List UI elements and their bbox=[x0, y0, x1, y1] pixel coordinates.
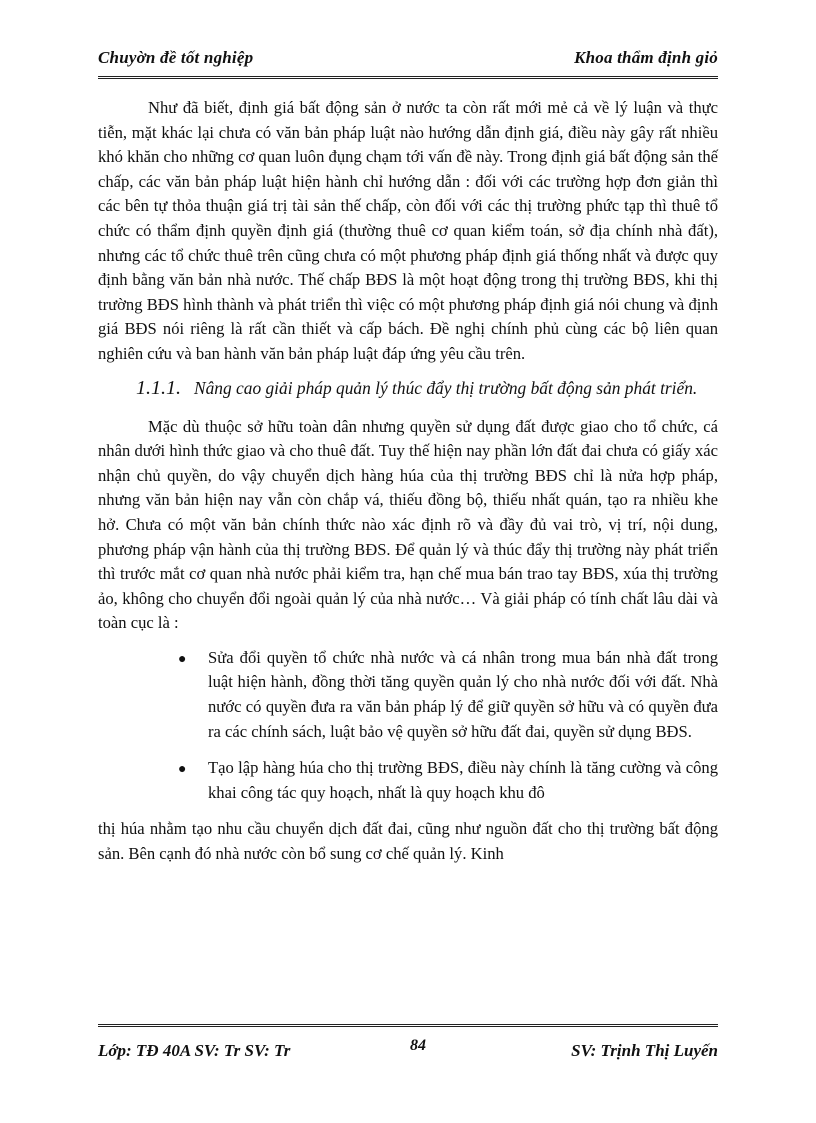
bullet-text-1: Sửa đổi quyền tổ chức nhà nước và cá nhân trong mua bán nhà đất trong luật hiện hành, đồng thời tăng quyền quản lý cho nhà nước đối với đất. Nhà nước có quyền đưa ra văn bản pháp lý để giữ quyền sở hữu và có quyền đưa ra các chính sách, luật bảo vệ quyền sở hữu đất đai, quyền sử dụng BĐS. bbox=[208, 647, 718, 741]
paragraph-main: Mặc dù thuộc sở hữu toàn dân nhưng quyền sử dụng đất được giao cho tổ chức, cá nhân dưới hình thức giao và cho thuê đất. Tuy thế hiện nay phần lớn đất đai chưa có giấy xác nhận chủ quyền, do vậy chuyển dịch hàng húa của thị trường BĐS chỉ là nửa hợp pháp, nhưng văn bản hiện nay vẫn còn chắp vá, thiếu đồng bộ, thiếu nhất quán, tạo ra nhiều khe hở. Chưa có một văn bản chính thức nào xác định rõ và đầy đủ vai trò, vị trí, nội dung, phương pháp vận hành của thị trường BĐS. Để quản lý và thúc đẩy thị trường này phát triển thì trước mắt cơ quan nhà nước phải kiểm tra, hạn chế mua bán trao tay BĐS, xúa thị trường ảo, không cho chuyển đổi ngoài quản lý của nhà nước… Và giải pháp có tính chất lâu dài và toàn cục là : bbox=[98, 416, 718, 633]
page-number: 84 bbox=[410, 1037, 426, 1054]
section-number: 1.1.1. bbox=[136, 376, 181, 399]
page-body bbox=[98, 96, 718, 867]
bullet-icon: ● bbox=[178, 762, 187, 778]
bullet-icon: ● bbox=[178, 651, 187, 667]
header-title-left: Chuyờn đề tốt nghiệp bbox=[98, 48, 254, 67]
paragraph-continuation: thị húa nhằm tạo nhu cầu chuyển dịch đất đai, cũng như nguồn đất cho thị trường bất động sản. Bên cạnh đó nhà nước còn bổ sung cơ chế quản lý. Kinh bbox=[98, 819, 718, 864]
section-title: Nâng cao giải pháp quản lý thúc đẩy thị trường bất động sản phát triển. bbox=[194, 377, 698, 398]
footer-author: SV: Trịnh Thị Luyến bbox=[571, 1041, 718, 1060]
paragraph-intro: Như đã biết, định giá bất động sản ở nước ta còn rất mới mẻ cả về lý luận và thực tiễn, mặt khác lại chưa có văn bản pháp luật nào hướng dẫn định giá, điều này gây rất nhiều khó khăn cho những cơ quan luôn đụng chạm tới vấn đề này. Trong định giá bất động sản thế chấp, các văn bản pháp luật hiện hành chỉ hướng dẫn : đối với các trường hợp đơn giản thì các bên tự thỏa thuận giá trị tài sản thế chấp, còn đối với các thị trường phức tạp thì thuê tổ chức có thẩm định quyền định giá (thường thuê cơ quan kiểm toán, sở địa chính nhà đất), nhưng các tổ chức thuê trên cũng chưa có một phương pháp định giá thống nhất và được quy định bằng văn bản nhà nước. Thế chấp BĐS là một hoạt động trong thị trường BĐS, khi thị trường BĐS hình thành và phát triển thì việc có một phương pháp định giá nói chung và định giá BĐS nói riêng là rất cần thiết và cấp bách. Đề nghị chính phủ cùng các bộ liên quan nghiên cứu và ban hành văn bản pháp luật đáp ứng yêu cầu trên. bbox=[98, 98, 718, 363]
section-heading bbox=[98, 376, 718, 401]
page-footer bbox=[98, 1024, 718, 1067]
header-title-right: Khoa thẩm định giỏ bbox=[574, 48, 718, 67]
bullet-text-2: Tạo lập hàng húa cho thị trường BĐS, điều này chính là tăng cường và công khai công tác quy hoạch, nhất là quy hoạch khu đô bbox=[208, 758, 718, 802]
page-header bbox=[98, 44, 718, 79]
bullet-item-2 bbox=[178, 756, 718, 805]
footer-class-info: Lớp: TĐ 40A SV: Tr SV: Tr bbox=[98, 1041, 291, 1060]
bullet-item-1 bbox=[178, 646, 718, 744]
bullet-list bbox=[98, 646, 718, 806]
